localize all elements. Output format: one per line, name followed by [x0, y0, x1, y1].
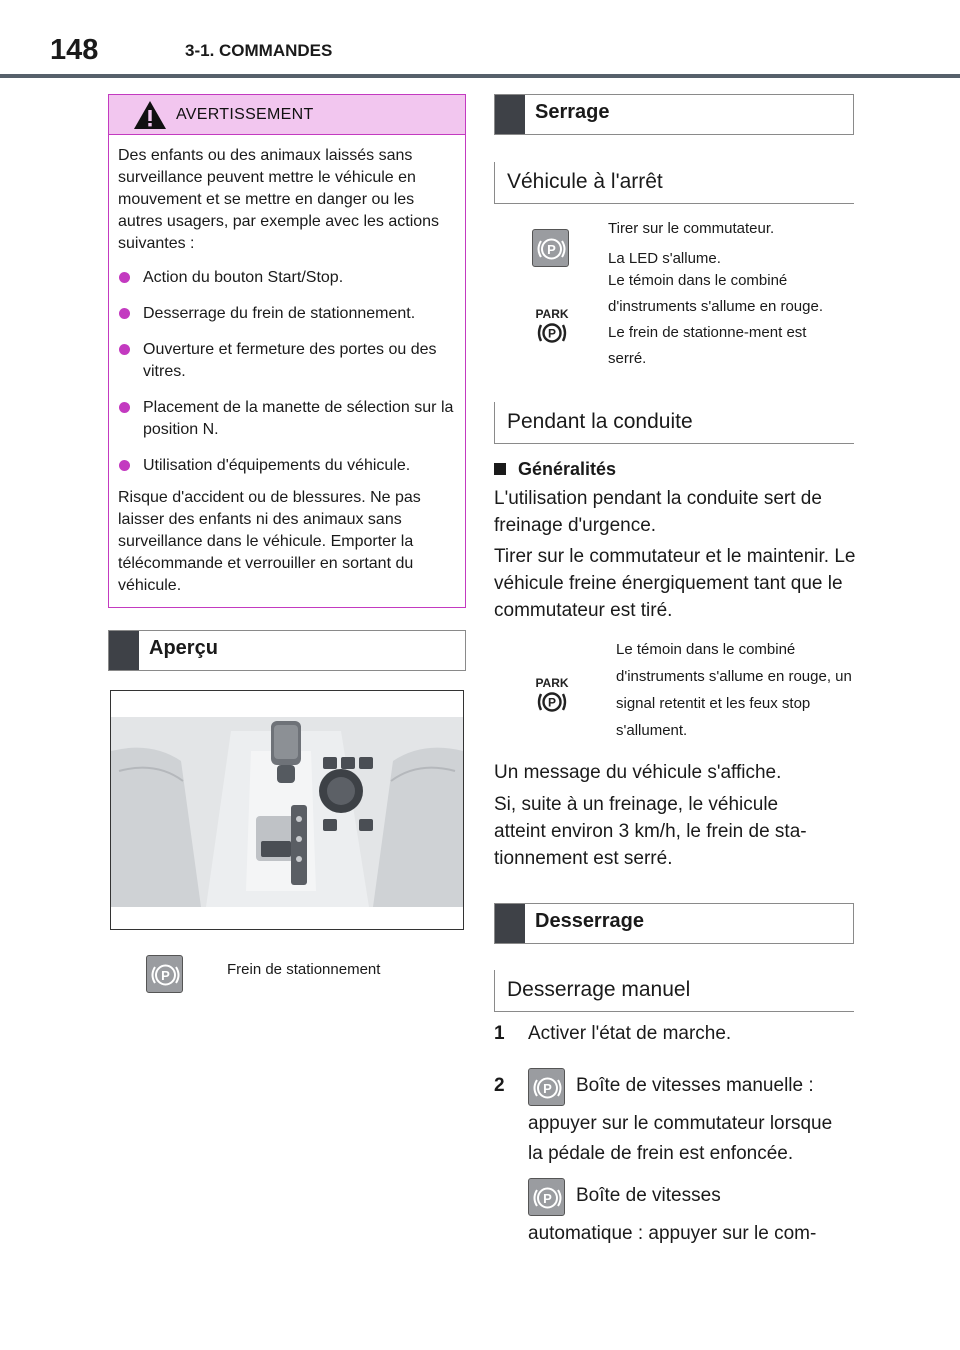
- parking-brake-icon: [532, 229, 569, 267]
- warning-bullet: Action du bouton Start/Stop.: [118, 267, 455, 289]
- section-bar: [109, 631, 139, 670]
- warning-header: [109, 95, 465, 135]
- section-desserrage: [494, 903, 854, 944]
- section-apercu: [108, 630, 466, 671]
- bullet-dot: [119, 402, 130, 413]
- page-header: [0, 0, 960, 80]
- svg-text:P: P: [543, 1191, 552, 1206]
- arret-step1: Tirer sur le commutateur.: [608, 220, 775, 237]
- park-warning-icon: [532, 674, 572, 716]
- manuel-step2a: Boîte de vitesses manuelle :: [576, 1075, 814, 1096]
- warning-bullet: Desserrage du frein de stationnement.: [118, 303, 455, 325]
- manuel-step2c: la pédale de frein est enfoncée.: [528, 1143, 794, 1164]
- warning-triangle-icon: [133, 100, 167, 130]
- warning-outro: Risque d'accident ou de blessures. Ne pas laisser des enfants ni des animaux sans surveillance dans le véhicule. Emporter la télécommande et verrouiller en sortant du véhicule.: [118, 489, 421, 594]
- chapter-title: 3-1. COMMANDES: [185, 41, 333, 60]
- section-title: Desserrage: [535, 910, 644, 932]
- svg-text:P: P: [161, 968, 170, 983]
- svg-text:P: P: [547, 242, 556, 257]
- generalites-heading: Généralités: [494, 459, 616, 480]
- square-bullet-icon: [494, 463, 506, 475]
- step-number: 2: [494, 1075, 505, 1096]
- park-warning-icon: [532, 305, 572, 347]
- svg-text:P: P: [543, 1081, 552, 1096]
- bullet-dot: [119, 460, 130, 471]
- section-title: Serrage: [535, 101, 610, 123]
- section-title: Aperçu: [149, 637, 218, 659]
- warning-bullet: Placement de la manette de sélection sur la position N.: [118, 397, 455, 441]
- parking-brake-icon: [146, 955, 183, 993]
- page-number: 148: [50, 34, 99, 66]
- park-label: PARK: [535, 676, 569, 690]
- parking-brake-icon: [528, 1068, 565, 1106]
- header-rule: [0, 74, 960, 78]
- bullet-dot: [119, 272, 130, 283]
- manuel-step2d: Boîte de vitesses: [576, 1185, 721, 1206]
- warning-box: [108, 94, 466, 608]
- arret-step3: Le témoin dans le combiné d'instruments s'allume en rouge. Le frein de stationne-ment est serré.: [608, 272, 824, 367]
- warning-title: AVERTISSEMENT: [176, 106, 314, 123]
- bullet-dot: [119, 308, 130, 319]
- warning-bullet: Utilisation d'équipements du véhicule.: [118, 455, 455, 477]
- section-bar: [495, 95, 525, 134]
- parking-brake-label: Frein de stationnement: [227, 961, 381, 978]
- conduite-para1: L'utilisation pendant la conduite sert de freinage d'urgence.: [494, 488, 822, 536]
- warning-intro: Des enfants ou des animaux laissés sans surveillance peuvent mettre le véhicule en mouvement et se mettre en danger ou les autres usagers, par exemple avec les actions suivantes :: [118, 147, 440, 252]
- section-bar: [495, 904, 525, 943]
- park-note: Le témoin dans le combiné d'instruments s'allume en rouge, un signal retentit et les feux stop s'allument.: [616, 641, 852, 739]
- park-label: PARK: [535, 307, 569, 321]
- bullet-dot: [119, 344, 130, 355]
- center-console-image: [111, 691, 463, 929]
- parking-brake-icon: [528, 1178, 565, 1216]
- svg-text:P: P: [547, 695, 557, 710]
- warning-bullet: Ouverture et fermeture des portes ou des vitres.: [118, 339, 455, 383]
- manuel-step2e: automatique : appuyer sur le com-: [528, 1223, 817, 1244]
- console-illustration: [110, 690, 464, 930]
- svg-text:P: P: [547, 326, 557, 341]
- subheading-title: Pendant la conduite: [507, 410, 693, 433]
- subheading-title: Véhicule à l'arrêt: [507, 170, 663, 193]
- subheading-conduite: [494, 402, 854, 444]
- section-serrage: [494, 94, 854, 135]
- conduite-para4: Si, suite à un freinage, le véhicule atteint environ 3 km/h, le frein de sta-tionnement est serré.: [494, 794, 807, 869]
- conduite-para3: Un message du véhicule s'affiche.: [494, 762, 782, 783]
- step-number: 1: [494, 1023, 505, 1044]
- manuel-step1: Activer l'état de marche.: [528, 1023, 732, 1044]
- conduite-para2: Tirer sur le commutateur et le maintenir. Le véhicule freine énergiquement tant que le commutateur est tiré.: [494, 546, 856, 621]
- subheading-manuel: [494, 970, 854, 1012]
- arret-step2: La LED s'allume.: [608, 250, 721, 267]
- manuel-step2b: appuyer sur le commutateur lorsque: [528, 1113, 833, 1134]
- subheading-title: Desserrage manuel: [507, 978, 691, 1001]
- subheading-arret: [494, 162, 854, 204]
